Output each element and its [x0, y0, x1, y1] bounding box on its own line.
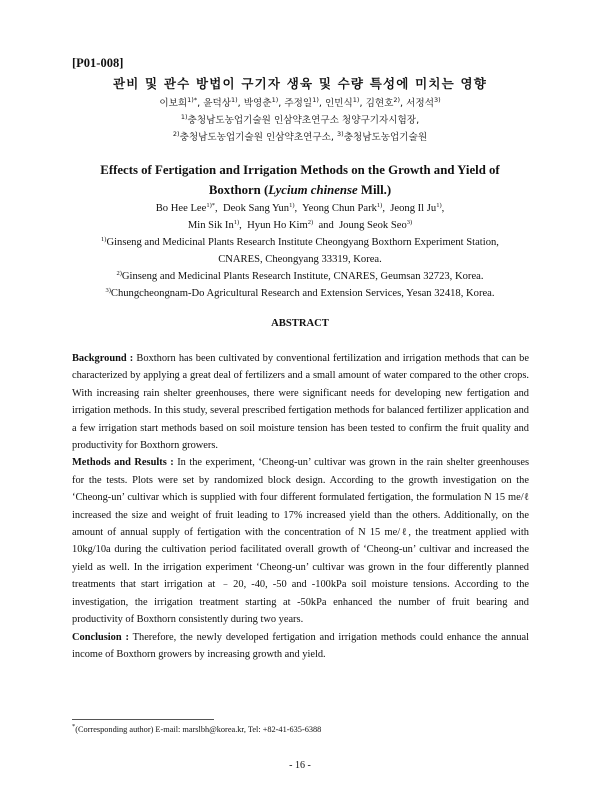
korean-author: 김현호$^{2)}$	[365, 96, 401, 109]
korean-affiliation-2-3: $^{2)}$충청남도농업기술원 인삼약초연구소, $^{3)}$충청남도농업기술원	[172, 130, 428, 143]
english-author: Jeong Il Ju$^{1)}$	[390, 202, 442, 214]
korean-author: 윤덕상$^{1)}$	[203, 96, 238, 109]
english-author: Deok Sang Yun$^{1)}$	[222, 202, 295, 214]
english-author: Hyun Ho Kim$^{2)}$	[247, 219, 314, 231]
english-author: Yeong Chun Park$^{1)}$	[302, 202, 383, 214]
korean-author: 박영춘$^{1)}$	[243, 96, 279, 109]
english-title-line-2: Boxthorn (Lycium chinense Mill.)	[208, 183, 392, 197]
methods-paragraph: Methods and Results : In the experiment, ‘Cheong-un’ cultivar was grown in the rain shelter greenhouses for the tests. Plots were set by randomized block design. According to the growth investigation on the ‘Cheong-un’ cultivar which is supplied with four different formulated fertigation, the formulation N 15 me/ℓ increased the size and weight of fruit leading to 17% increased yield than the others. Additionally, on the amount of annual supply of fertigation with the concentration of N 15 me/ℓ, the treatment applied with 10kg/10a during the cultivation period facilitated overall growth of ‘Cheong-un’ cultivar and increased the yield as well. In the irrigation experiment ‘Cheong-un’ cultivar was grown in the four differently planned treatments that start irrigation at ﹣20, -40, -50 and -100kPa soil moisture tensions. According to the investigation, the irrigation treatment starting at -50kPa enhanced the number of fruit bearing and productivity of Boxthorn consistently during two years.	[72, 457, 529, 626]
abstract-body	[72, 350, 529, 663]
methods-label: Methods and Results :	[72, 457, 174, 469]
background-label: Background :	[72, 353, 134, 364]
species-name: Lycium chinense	[268, 183, 358, 197]
english-affiliation-2: $^{2)}$Ginseng and Medicinal Plants Research Institute, CNARES, Geumsan 32723, Korea.	[116, 270, 484, 282]
english-author: Joung Seok Seo$^{3)}$	[339, 219, 413, 231]
english-title-line-1: Effects of Fertigation and Irrigation Methods on the Growth and Yield of	[100, 163, 500, 177]
korean-author: 이보희$^{1)*}$	[159, 96, 198, 109]
english-authors-line-2: Min Sik In$^{1)}$, Hyun Ho Kim$^{2)}$ and Joung Seok Seo$^{3)}$	[187, 219, 413, 231]
korean-author: 인민식$^{1)}$	[324, 96, 360, 109]
english-affiliation-1-line-1: $^{1)}$Ginseng and Medicinal Plants Research Institute Cheongyang Boxthorn Experiment Station,	[101, 236, 499, 248]
korean-affiliation-1: $^{1)}$충청남도농업기술원 인삼약초연구소 청양구기자시험장,	[180, 113, 420, 126]
abstract-heading: ABSTRACT	[271, 318, 329, 329]
korean-author: 서정석$^{3)}$	[406, 96, 441, 109]
korean-title: 관비 및 관수 방법이 구기자 생육 및 수량 특성에 미치는 영향	[112, 76, 488, 91]
conclusion-paragraph: Conclusion : Therefore, the newly developed fertigation and irrigation methods could enhance the annual income of Boxthorn growers by increasing growth and yield.	[72, 631, 530, 660]
korean-authors: 이보희$^{1)*}$, 윤덕상$^{1)}$, 박영춘$^{1)}$, 주정일$^{1)}$, 인민식$^{1)}$, 김현호$^{2)}$, 서정석$^{3)}$	[159, 96, 441, 109]
background-paragraph: Background : Boxthorn has been cultivated by conventional fertilization and irrigation methods that can be characterized by applying a great deal of fertilizers and a small amount of water compared to the other crops. With increasing rain shelter greenhouses, there were significant needs for developing new fertigation and irrigation methods. In this study, several prescribed fertigation methods for balanced fertilizer application and a few irrigation start methods based on soil moisture tension has been tested to confirm the fruit quality and productivity for Boxthorn growers.	[72, 353, 529, 452]
footnote-divider	[72, 719, 214, 720]
english-authors-line-1: Bo Hee Lee$^{1)*}$, Deok Sang Yun$^{1)}$, Yeong Chun Park$^{1)}$, Jeong Il Ju$^{1)}$,	[155, 202, 445, 214]
footnote: *(Corresponding author) E-mail: marslbh@korea.kr, Tel: +82-41-635-6388	[72, 723, 322, 734]
conclusion-label: Conclusion :	[72, 631, 129, 643]
korean-author: 주정일$^{1)}$	[284, 96, 319, 109]
english-author: Min Sik In$^{1)}$	[187, 219, 240, 231]
page-number: - 16 -	[289, 760, 311, 771]
english-affiliation-1-line-2: CNARES, Cheongyang 33319, Korea.	[218, 254, 382, 265]
english-author: Bo Hee Lee$^{1)*}$	[155, 202, 215, 214]
paper-code: [P01-008]	[72, 56, 124, 70]
english-affiliation-3: $^{3)}$Chungcheongnam-Do Agricultural Research and Extension Services, Yesan 32418, Korea.	[105, 287, 495, 299]
